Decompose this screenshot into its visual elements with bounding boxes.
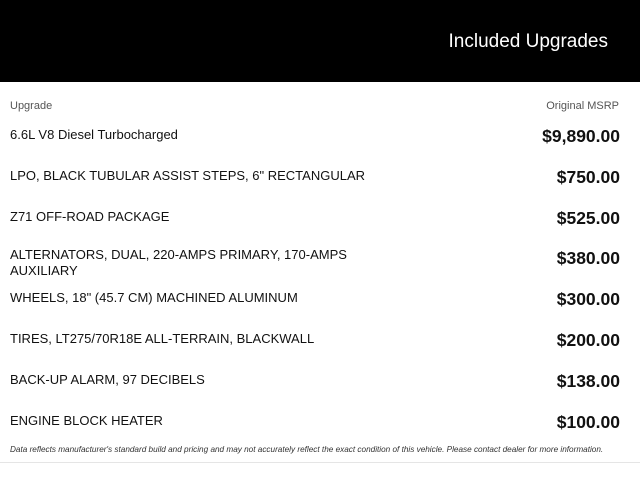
upgrade-price: $9,890.00 — [542, 126, 620, 146]
upgrade-price: $138.00 — [556, 370, 620, 391]
upgrade-name: LPO, BLACK TUBULAR ASSIST STEPS, 6" RECTANGULAR — [10, 167, 366, 183]
column-header-msrp: Original MSRP — [546, 100, 619, 112]
upgrade-price: $200.00 — [556, 329, 620, 350]
divider — [0, 462, 640, 463]
column-header-upgrade: Upgrade — [10, 100, 53, 112]
disclaimer-text: Data reflects manufacturer's standard build and pricing and may not accurately reflect the exact condition of this vehicle. Please contact dealer for more information. — [10, 445, 604, 454]
upgrade-price: $525.00 — [556, 207, 620, 228]
upgrade-row — [0, 322, 640, 363]
upgrade-row — [0, 281, 640, 322]
upgrade-row — [0, 200, 640, 241]
upgrade-price: $380.00 — [556, 248, 620, 269]
upgrade-name: Z71 OFF-ROAD PACKAGE — [10, 208, 170, 224]
upgrade-row — [0, 404, 640, 445]
upgrade-name: BACK-UP ALARM, 97 DECIBELS — [10, 371, 205, 387]
upgrade-name: TIRES, LT275/70R18E ALL-TERRAIN, BLACKWALL — [10, 330, 315, 346]
upgrade-name: ALTERNATORS, DUAL, 220-AMPS PRIMARY, 170-AMPS AUXILIARY — [10, 247, 347, 279]
upgrades-list — [0, 118, 640, 444]
upgrade-price: $750.00 — [556, 166, 620, 187]
upgrade-row — [0, 363, 640, 404]
upgrade-row — [0, 240, 640, 281]
upgrade-name: WHEELS, 18" (45.7 CM) MACHINED ALUMINUM — [10, 290, 298, 306]
page-title: Included Upgrades — [448, 31, 608, 52]
header-bar — [0, 0, 640, 82]
upgrade-price: $100.00 — [556, 411, 620, 432]
upgrade-name: ENGINE BLOCK HEATER — [10, 412, 163, 428]
upgrade-name: 6.6L V8 Diesel Turbocharged — [10, 127, 178, 142]
upgrade-row — [0, 159, 640, 200]
upgrade-row — [0, 118, 640, 159]
upgrade-price: $300.00 — [556, 289, 620, 310]
